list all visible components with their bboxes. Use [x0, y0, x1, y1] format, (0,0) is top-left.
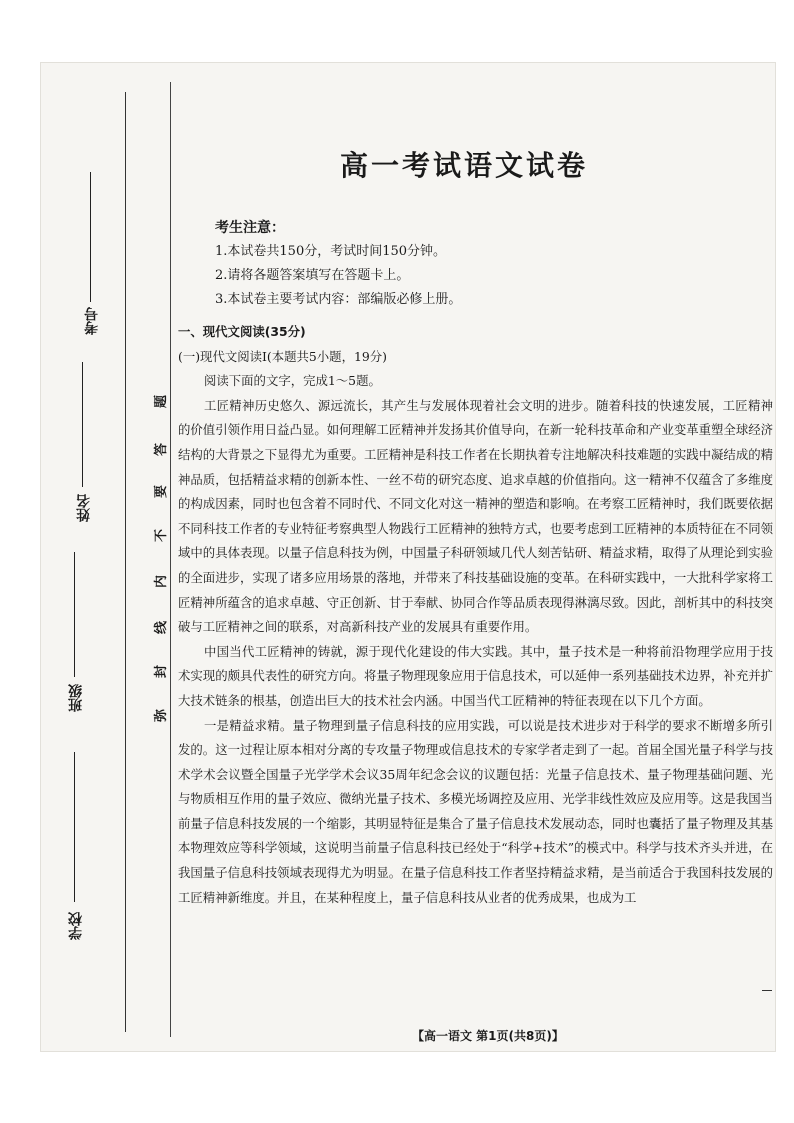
passage-paragraph: 工匠精神历史悠久、源远流长，其产生与发展体现着社会文明的进步。随着科技的快速发展，工匠精神的价值引领作用日益凸显。如何理解工匠精神并发扬其价值导向，在新一轮科技革命和产业变革重塑全球经济结构的大背景之下显得尤为重要。工匠精神是科技工作者在长期执着专注地解决科技难题的实践中凝结成的精神品质，包括精益求精的创新本性、一丝不苟的研究态度、追求卓越的价值指向。这一精神不仅蕴含了多维度的构成因素，同时也包含着不同时代、不同文化对这一精神的塑造和影响。在考察工匠精神时，我们既要依据不同科技工作者的专业特征考察典型人物践行工匠精神的独特方式，也要考虑到工匠精神的本质特征在不同领域中的具体表现。以量子信息科技为例，中国量子科研领域几代人刻苦钻研、精益求精，取得了从理论到实验的全面进步，实现了诸多应用场景的落地，并带来了科技基础设施的变革。在科研实践中，一大批科学家将工匠精神所蕴含的追求卓越、守正创新、甘于奉献、协同合作等品质表现得淋漓尽致。因此，剖析其中的科技突破与工匠精神之间的联系，对高新科技产业的发展具有重要作用。 — [178, 397, 773, 635]
candidate-no-label: 考号 — [84, 307, 100, 335]
seal-char: 答 — [154, 442, 170, 457]
notice-item: 1.本试卷共150分，考试时间150分钟。 — [215, 244, 447, 259]
passage-paragraph: 一是精益求精。量子物理到量子信息科技的应用实践，可以说是技术进步对于科学的要求不断增多所引发的。这一过程让原本相对分离的专攻量子物理或信息技术的专家学者走到了一起。首届全国光量子科学与技术学术会议暨全国量子光学学术会议35周年纪念会议的议题包括：光量子信息技术、量子物理基础问题、光与物质相互作用的量子效应、微纳光量子技术、多模光场调控及应用、光学非线性效应及应用等。这是我国当前量子信息科技发展的一个缩影，其明显特征是集合了量子信息技术发展动态，同时也囊括了量子物理及其基本物理效应等科学领域，这说明当前量子信息科技已经处于“科学+技术”的模式中。科学与技术齐头并进，在我国量子信息科技领域表现得尤为明显。在量子信息科技工作者坚持精益求精，是当前适合于我国科技发展的工匠精神新维度。并且，在某种程度上，量子信息科技从业者的优秀成果，也成为工 — [178, 717, 773, 905]
notice-item: 3.本试卷主要考试内容：部编版必修上册。 — [215, 292, 462, 307]
school-line — [74, 752, 75, 902]
reading-instruction: 阅读下面的文字，完成1～5题。 — [204, 373, 381, 389]
passage-paragraph: 中国当代工匠精神的铸就，源于现代化建设的伟大实践。其中，量子技术是一种将前沿物理学应用于技术实现的颇具代表性的研究方向。将量子物理现象应用于信息技术，可以延伸一系列基础技术边界，补充并扩大技术链条的根基，创造出巨大的技术社会内涵。中国当代工匠精神的特征表现在以下几个方面。 — [178, 643, 773, 708]
seal-char: 封 — [154, 664, 170, 679]
seal-char: 不 — [154, 528, 170, 543]
sub-section-heading: (一)现代文阅读Ⅰ(本题共5小题，19分) — [178, 348, 387, 364]
school-label: 学校 — [68, 912, 84, 940]
name-line — [82, 362, 83, 487]
seal-char: 题 — [154, 394, 170, 409]
name-label: 姓名 — [76, 494, 92, 522]
class-line — [74, 552, 75, 677]
seal-char: 要 — [154, 484, 170, 499]
exam-title: 高一考试语文试卷 — [340, 149, 589, 182]
reading-section — [178, 320, 773, 910]
corner-mark — [762, 990, 772, 991]
seal-char: 内 — [154, 574, 170, 589]
candidate-notice — [215, 216, 461, 312]
section-heading: 一、现代文阅读(35分) — [178, 324, 306, 339]
seal-line — [170, 82, 171, 1037]
candidate-no-line — [90, 172, 91, 302]
exam-sheet — [40, 62, 776, 1052]
binding-margin — [40, 62, 165, 1052]
page-footer: 【高一语文 第1页(共8页)】 — [412, 1029, 564, 1043]
fold-line — [125, 92, 126, 1032]
seal-char: 弥 — [154, 708, 170, 723]
notice-item: 2.请将各题答案填写在答题卡上。 — [215, 268, 410, 283]
class-label: 班级 — [68, 684, 84, 712]
seal-char: 线 — [154, 620, 170, 635]
notice-heading: 考生注意： — [215, 220, 285, 236]
